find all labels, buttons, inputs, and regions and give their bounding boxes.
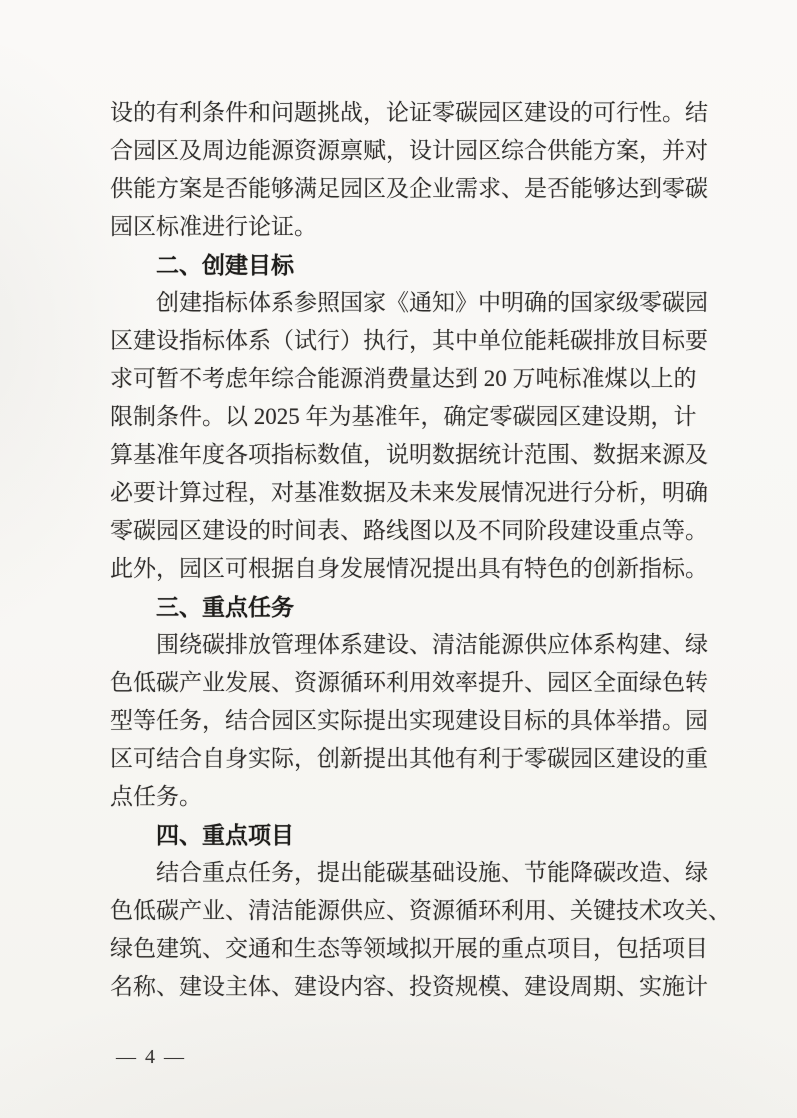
text-line: 创建指标体系参照国家《通知》中明确的国家级零碳园 — [156, 290, 708, 315]
text-line: 零碳园区建设的时间表、路线图以及不同阶段建设重点等。 — [110, 518, 708, 543]
text-line: 限制条件。以 2025 年为基准年，确定零碳园区建设期，计 — [110, 404, 697, 429]
text-line: 设的有利条件和问题挑战，论证零碳园区建设的可行性。结 — [110, 100, 708, 125]
text-line: 区建设指标体系（试行）执行，其中单位能耗碳排放目标要 — [110, 328, 708, 353]
section-heading: 四、重点项目 — [156, 822, 294, 848]
text-line: 型等任务，结合园区实际提出实现建设目标的具体举措。园 — [110, 708, 708, 733]
text-line: 区可结合自身实际，创新提出其他有利于零碳园区建设的重 — [110, 746, 708, 771]
text-line: 点任务。 — [110, 784, 202, 809]
text-line: 色低碳产业发展、资源循环利用效率提升、园区全面绿色转 — [110, 670, 708, 695]
text-line: 此外，园区可根据自身发展情况提出具有特色的创新指标。 — [110, 556, 708, 581]
section-heading: 三、重点任务 — [156, 594, 294, 620]
text-line: 必要计算过程，对基准数据及未来发展情况进行分析，明确 — [110, 480, 708, 505]
text-line: 供能方案是否能够满足园区及企业需求、是否能够达到零碳 — [110, 176, 708, 201]
text-line: 名称、建设主体、建设内容、投资规模、建设周期、实施计 — [110, 974, 708, 999]
page-number: — 4 — — [116, 1046, 186, 1068]
text-line: 绿色建筑、交通和生态等领域拟开展的重点项目，包括项目 — [110, 936, 708, 961]
text-line: 围绕碳排放管理体系建设、清洁能源供应体系构建、绿 — [156, 632, 708, 657]
section-heading: 二、创建目标 — [156, 252, 294, 278]
text-line: 算基准年度各项指标数值，说明数据统计范围、数据来源及 — [110, 442, 708, 467]
text-line: 结合重点任务，提出能碳基础设施、节能降碳改造、绿 — [156, 860, 708, 885]
text-line: 合园区及周边能源资源禀赋，设计园区综合供能方案，并对 — [110, 138, 708, 163]
text-line: 园区标准进行论证。 — [110, 214, 317, 239]
text-line: 色低碳产业、清洁能源供应、资源循环利用、关键技术攻关、 — [110, 898, 731, 923]
text-line: 求可暂不考虑年综合能源消费量达到 20 万吨标准煤以上的 — [110, 366, 697, 391]
text-block — [110, 94, 731, 1006]
